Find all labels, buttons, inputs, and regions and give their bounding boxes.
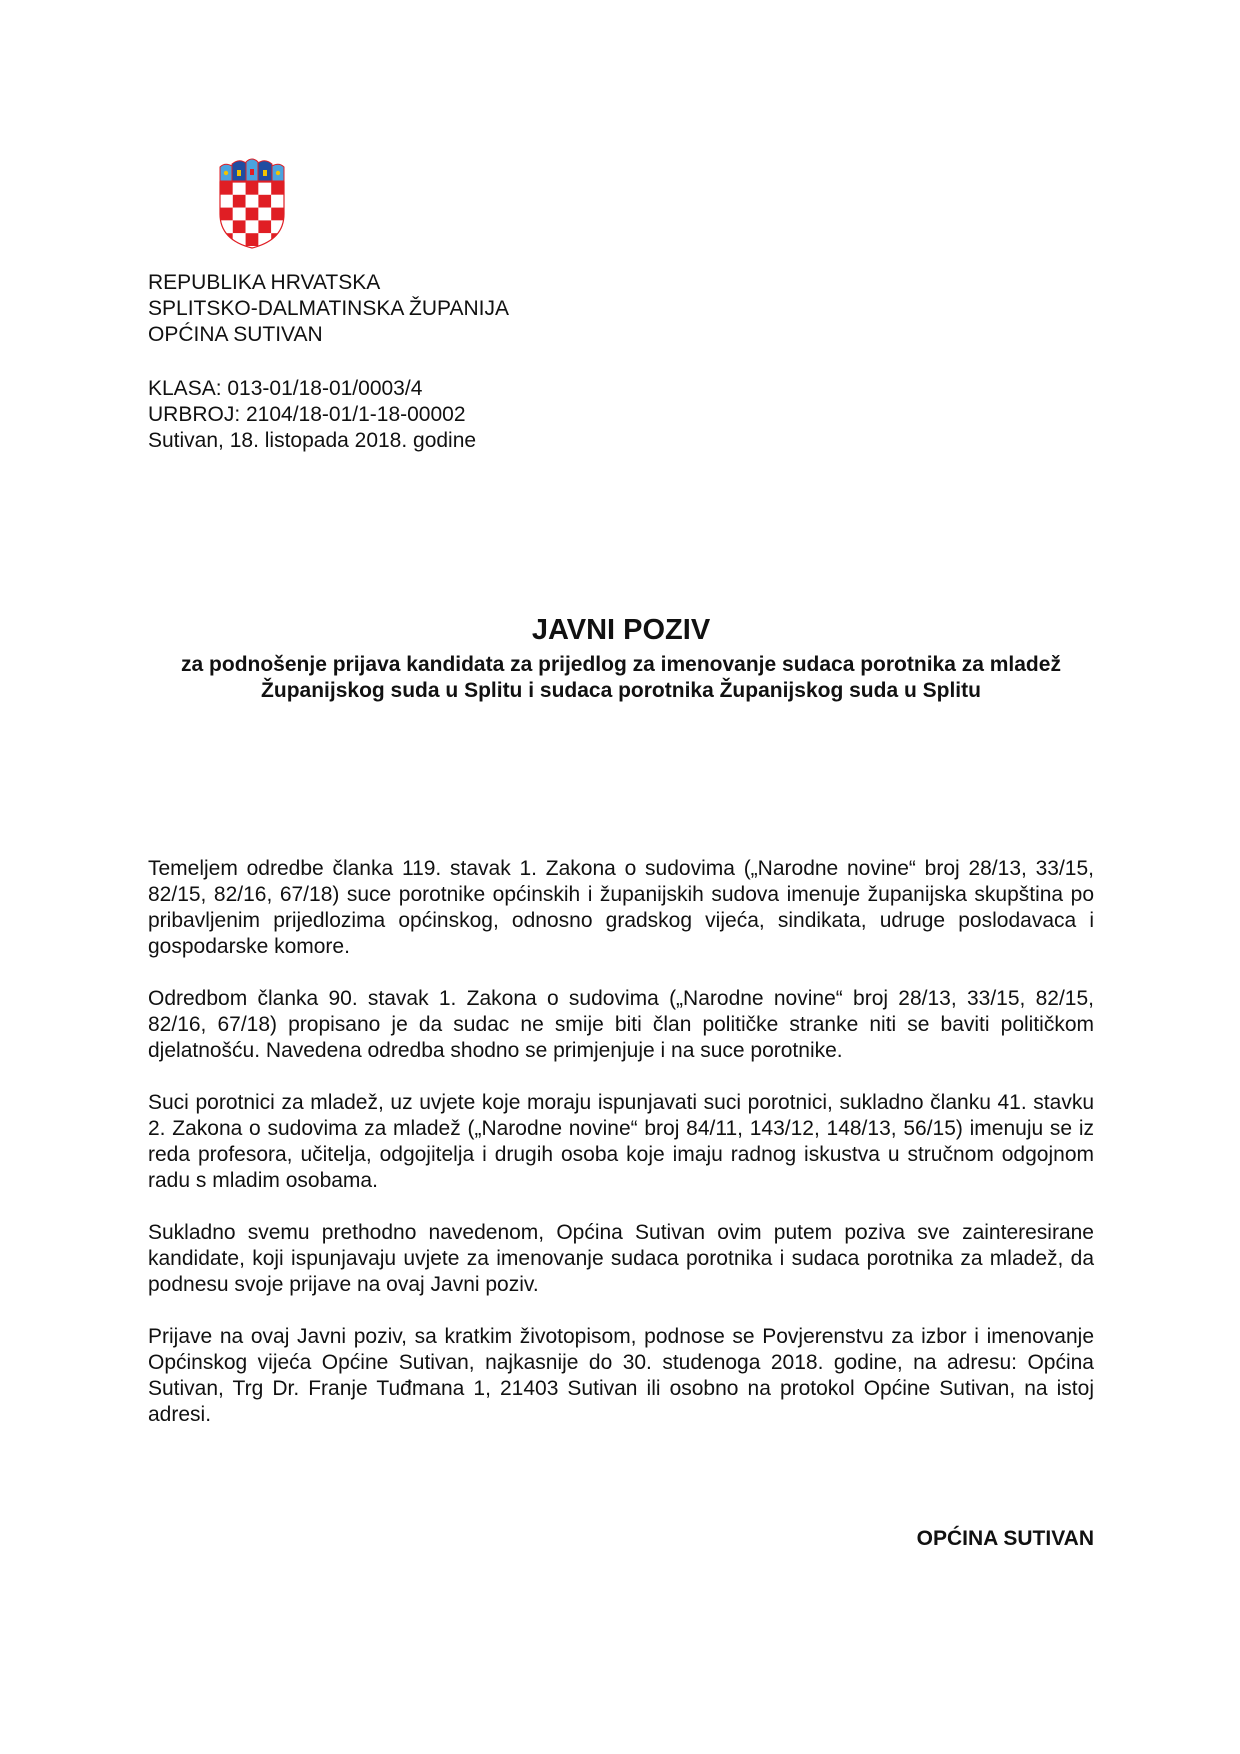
document-title: JAVNI POZIV <box>531 614 711 646</box>
urbroj-line: URBROJ: 2104/18-01/1-18-00002 <box>148 403 466 426</box>
document-subtitle: za podnošenje prijava kandidata za prijedlog za imenovanje sudaca porotnika za mladež Županijskog suda u Splitu i sudaca porotnika Županijskog suda u Splitu <box>181 653 1061 702</box>
paragraph-submission: Prijave na ovaj Javni poziv, sa kratkim životopisom, podnose se Povjerenstvu za izbor i imenovanje Općinskog vijeća Općine Sutivan, najkasnije do 30. studenoga 2018. godine, na adresu: Općina Sutivan, Trg Dr. Franje Tuđmana 1, 21403 Sutivan ili osobno na protokol Općine Sutivan, na istoj adresi. <box>148 1325 1094 1426</box>
header-line-country: REPUBLIKA HRVATSKA <box>148 271 381 294</box>
reference-block <box>148 376 476 454</box>
header-line-municipality: OPĆINA SUTIVAN <box>148 323 323 346</box>
document-body <box>148 856 1094 1454</box>
paragraph-youth-jurors: Suci porotnici za mladež, uz uvjete koje moraju ispunjavati suci porotnici, sukladno članku 41. stavku 2. Zakona o sudovima za mladež („Narodne novine“ broj 84/11, 143/12, 148/13, 56/15) imenuju se iz reda profesora, učitelja, odgojitelja i drugih osoba koje imaju radnog iskustva u stručnom odgojnom radu s mladim osobama. <box>148 1091 1094 1192</box>
paragraph-political-restriction: Odredbom članka 90. stavak 1. Zakona o sudovima („Narodne novine“ broj 28/13, 33/15, 82/15, 82/16, 67/18) propisano je da sudac ne smije biti član političke stranke niti se baviti političkom djelatnošću. Navedena odredba shodno se primjenjuje i na suce porotnike. <box>148 987 1094 1062</box>
paragraph-legal-basis: Temeljem odredbe članka 119. stavak 1. Zakona o sudovima („Narodne novine“ broj 28/13, 33/15, 82/15, 82/16, 67/18) suce porotnike općinskih i županijskih sudova imenuje županijska skupština po pribavljenim prijedlozima općinskog, odnosno gradskog vijeća, sindikata, udruge poslodavaca i gospodarske komore. <box>148 857 1094 958</box>
klasa-line: KLASA: 013-01/18-01/0003/4 <box>148 377 423 400</box>
croatian-coat-of-arms-icon <box>212 150 292 250</box>
header-line-county: SPLITSKO-DALMATINSKA ŽUPANIJA <box>148 297 509 320</box>
title-block <box>148 612 1094 704</box>
paragraph-invitation: Sukladno svemu prethodno navedenom, Općina Sutivan ovim putem poziva sve zainteresirane kandidate, koji ispunjavaju uvjete za imenovanje sudaca porotnika i sudaca porotnika za mladež, da podnesu svoje prijave na ovaj Javni poziv. <box>148 1221 1094 1296</box>
issuer-header <box>148 270 509 348</box>
date-line: Sutivan, 18. listopada 2018. godine <box>148 429 477 452</box>
signature: OPĆINA SUTIVAN <box>916 1527 1094 1550</box>
